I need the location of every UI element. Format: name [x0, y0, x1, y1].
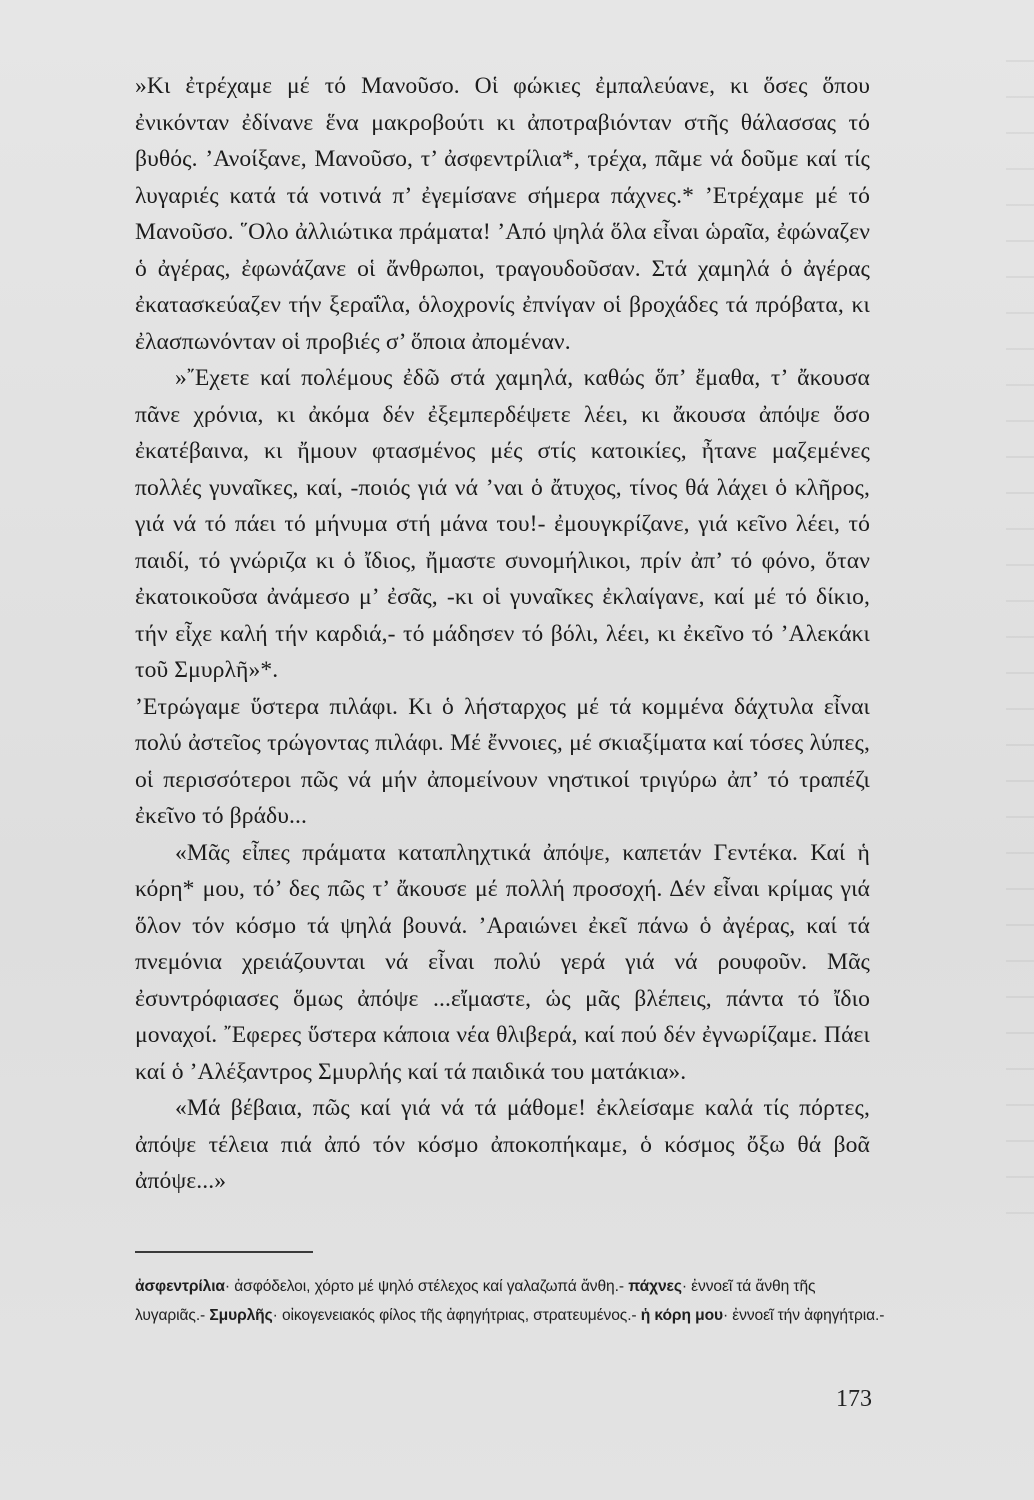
footnote-term-asfentrilia: ἀσφεντρίλια [135, 1278, 225, 1295]
paragraph-1: »Κι ἐτρέχαμε μέ τό Μανοῦσο. Οἱ φώκιες ἐμπαλεύανε, κι ὅσες ὅπου ἐνικόνταν ἐδίνανε ἕνα μακροβούτι κι ἀποτραβιόνταν στῆς θάλασσας τό βυθός. ’Ανοίξανε, Μανοῦσο, τ’ ἀσφεντρίλια*, τρέχα, πᾶμε νά δοῦμε καί τίς λυγαριές κατά τά νοτινά π’ ἐγεμίσανε σήμερα πάχνες.* ’Ετρέχαμε μέ τό Μανοῦσο. ῞Ολο ἀλλιώτικα πράματα! ’Από ψηλά ὅλα εἶναι ὡραῖα, ἐφώναζεν ὁ ἀγέρας, ἐφωνάζανε οἱ ἄνθρωποι, τραγουδοῦσαν. Στά χαμηλά ὁ ἀγέρας ἐκατασκεύαζεν τήν ξεραΐλα, ὁλοχρονίς ἐπνίγαν οἱ βροχάδες τά πρόβατα, κι ἐλασπωνόνταν οἱ προβιές σ’ ὅποια ἀπομέναν. [135, 73, 870, 355]
paragraph-3: ’Ετρώγαμε ὕστερα πιλάφι. Κι ὁ λήσταρχος μέ τά κομμένα δάχτυλα εἶναι πολύ ἀστεῖος τρώγοντας πιλάφι. Μέ ἔννοιες, μέ σκιαξίματα καί τόσες λύπες, οἱ περισσότεροι πῶς νά μήν ἀπομείνουν νηστικοί τριγύρω ἀπ’ τό τραπέζι ἐκεῖνο τό βράδυ... [135, 693, 870, 829]
footnotes [135, 1272, 885, 1330]
footnote-term-pachnes: πάχνες [628, 1278, 682, 1295]
footnote-text-pachnes: ἐννοεῖ τά ἄνθη τῆς λυγαριᾶς.- [135, 1278, 816, 1324]
footnote-marker-2: · [681, 1278, 687, 1295]
footnote-term-kori: ἡ κόρη μου [640, 1307, 723, 1324]
footnote-text-kori: ἐννοεῖ τήν ἀφηγήτρια.- [728, 1307, 885, 1324]
footnote-divider [135, 1251, 313, 1253]
footnote-marker-1: · [224, 1278, 231, 1295]
footnote-text-asfentrilia: ἀσφόδελοι, χόρτο μέ ψηλό στέλεχος καί γαλαζωπά ἄνθη.- [230, 1278, 629, 1295]
main-text [135, 68, 870, 1200]
paragraph-5: «Μά βέβαια, πῶς καί γιά νά τά μάθομε! ἐκλείσαμε καλά τίς πόρτες, ἀπόψε τέλεια πιά ἀπό τόν κόσμο ἀποκοπήκαμε, ὁ κόσμος ὄξω θά βοᾶ ἀπόψε...» [135, 1095, 870, 1194]
page-number: 173 [836, 1386, 872, 1412]
bleed-through-shadow [1006, 60, 1034, 1240]
paragraph-4: «Μᾶς εἶπες πράματα καταπληχτικά ἀπόψε, καπετάν Γεντέκα. Καί ἡ κόρη* μου, τό’ δες πῶς τ’ ἄκουσε μέ πολλή προσοχή. Δέν εἶναι κρίμας γιά ὅλον τόν κόσμο τά ψηλά βουνά. ’Αραιώνει ἐκεῖ πάνω ὁ ἀγέρας, καί τά πνεμόνια χρειάζουνται νά εἶναι πολύ γερά γιά νά ρουφοῦν. Μᾶς ἐσυντρόφιασες ὅμως ἀπόψε ...εἴμαστε, ὡς μᾶς βλέπεις, πάντα τό ἴδιο μοναχοί. ῎Εφερες ὕστερα κάποια νέα θλιβερά, καί πού δέν ἐγνωρίζαμε. Πάει καί ὁ ’Αλέξαντρος Σμυρλής καί τά παιδικά του ματάκια». [135, 839, 870, 1085]
footnote-text-smyrlis: οἰκογενειακός φίλος τῆς ἀφηγήτριας, στρατευμένος.- [277, 1307, 641, 1324]
footnote-marker-3: · [272, 1307, 278, 1324]
footnote-term-smyrlis: Σμυρλῆς [209, 1307, 273, 1324]
paragraph-2: »῎Εχετε καί πολέμους ἐδῶ στά χαμηλά, καθώς ὅπ’ ἔμαθα, τ’ ἄκουσα πᾶνε χρόνια, κι ἀκόμα δέν ἐξεμπερδέψετε λέει, κι ἄκουσα ἀπόψε ὅσο ἐκατέβαινα, κι ἤμουν φτασμένος μές στίς κατοικίες, ἦτανε μαζεμένες πολλές γυναῖκες, καί, -ποιός γιά νά ’ναι ὁ ἄτυχος, τίνος θά λάχει ὁ κλῆρος, γιά νά τό πάει τό μήνυμα στή μάνα του!- ἐμουγκρίζανε, γιά κεῖνο λέει, τό παιδί, τό γνώριζα κι ὁ ἴδιος, ἤμαστε συνομήλικοι, πρίν ἀπ’ τό φόνο, ὅταν ἐκατοικοῦσα ἀνάμεσο μ’ ἐσᾶς, -κι οἱ γυναῖκες ἐκλαίγανε, καί μέ τό δίκιο, τήν εἶχε καλή τήν καρδιά,- τό μάδησεν τό βόλι, λέει, κι ἐκεῖνο τό ’Αλεκάκι τοῦ Σμυρλῆ»*. [135, 365, 870, 683]
footnote-marker-4: · [722, 1307, 729, 1324]
